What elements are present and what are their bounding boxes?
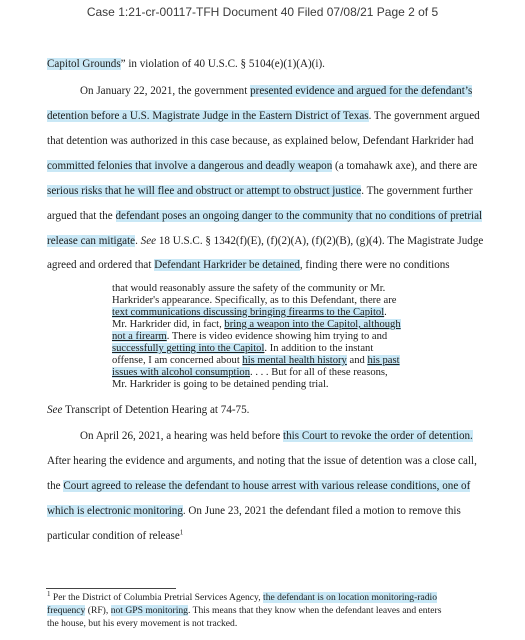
text-span: .	[384, 307, 387, 318]
italic-text: See	[140, 235, 157, 247]
text-span: .	[135, 235, 141, 247]
highlight: his past	[367, 355, 400, 366]
highlight: serious risks that he will flee and obstruct or attempt to obstruct justice	[47, 185, 362, 197]
highlight: his mental health history	[242, 355, 347, 366]
highlight: which is electronic monitoring	[47, 505, 183, 517]
footnote-divider	[46, 588, 176, 589]
footnote-marker: 1	[179, 528, 184, 537]
text-span: . . . . But for all of these reasons,	[250, 367, 388, 378]
highlight: issues with alcohol consumption	[112, 367, 251, 378]
text-span: offense, I am concerned about	[112, 355, 243, 366]
paragraph-1-line	[47, 57, 325, 72]
text-span: . On June 23, 2021 the defendant filed a motion to remove this	[182, 505, 461, 517]
quote-line-5	[112, 331, 387, 343]
quote-line-2: Harkrider's appearance. Specifically, as to this Defendant, there are	[112, 295, 397, 306]
text-span: . The government argued	[368, 110, 480, 122]
highlight: this Court to revoke the order of detention.	[283, 430, 473, 442]
highlight: successfully getting into the Capitol	[112, 343, 265, 354]
text-span: . In addition to the instant	[264, 343, 374, 354]
quote-line-4	[112, 319, 401, 331]
text-span: . There is video evidence showing him trying to and	[166, 331, 388, 342]
text-span: agreed and ordered that	[47, 259, 155, 271]
case-header: Case 1:21-cr-00117-TFH Document 40 Filed 07/08/21 Page 2 of 5	[86, 5, 439, 19]
quote-line-9: Mr. Harkrider is going to be detained pending trial.	[112, 379, 329, 390]
highlight: text communications discussing bringing firearms to the Capitol	[112, 307, 385, 318]
paragraph-3-line-1	[80, 429, 473, 444]
paragraph-2-line-2	[47, 109, 480, 124]
highlight: presented evidence and argued for the defendant’s	[250, 85, 473, 97]
highlight: Capitol Grounds	[47, 58, 121, 70]
paragraph-3-line-5	[47, 529, 183, 544]
highlight: Defendant Harkrider be detained	[154, 259, 300, 271]
highlight: not GPS monitoring	[110, 605, 188, 616]
italic-text: See	[47, 404, 63, 416]
text-span: particular condition of release	[47, 530, 180, 542]
highlight: not a firearm	[112, 331, 167, 342]
footnote-line-1	[47, 589, 438, 604]
text-span: . The government further	[361, 185, 473, 197]
paragraph-2-line-4	[47, 159, 477, 174]
quote-line-6	[112, 343, 373, 355]
text-span: argued that the	[47, 210, 116, 222]
see-transcript-line	[47, 403, 249, 418]
text-span: Per the District of Columbia Pretrial Services Agency,	[50, 592, 264, 603]
text-span: , finding there were no conditions	[299, 259, 450, 271]
text-span: and	[346, 355, 368, 366]
paragraph-3-line-2: After hearing the evidence and arguments, and noting that the issue of detention was a close call,	[47, 455, 477, 467]
paragraph-3-line-3	[47, 479, 470, 494]
highlight: frequency	[47, 605, 86, 616]
text-span: Mr. Harkrider did, in fact,	[112, 319, 225, 330]
text-span: the	[47, 480, 64, 492]
highlight: bring a weapon into the Capitol, although	[224, 319, 401, 330]
footnote-line-2	[47, 605, 441, 617]
paragraph-2-line-5	[47, 184, 473, 199]
paragraph-2-line-1	[80, 84, 472, 99]
text-span: (RF),	[85, 605, 111, 616]
footnote-line-3: the house, but his every movement is not tracked.	[47, 618, 238, 629]
highlight: the defendant is on location monitoring-radio	[263, 592, 438, 603]
highlight: defendant poses an ongoing danger to the community that no conditions of pretrial	[115, 210, 483, 222]
highlight: release can mitigate	[47, 235, 136, 247]
paragraph-3-line-4	[47, 504, 461, 519]
highlight: detention before a U.S. Magistrate Judge in the Eastern District of Texas	[47, 110, 369, 122]
text-span: (a tomahawk axe), and there are	[332, 160, 478, 172]
text-span: On April 26, 2021, a hearing was held before	[80, 430, 284, 442]
paragraph-2-line-6	[47, 209, 482, 224]
quote-line-1: that would reasonably assure the safety of the community or Mr.	[112, 283, 386, 294]
text-span: 18 U.S.C. § 1342(f)(E), (f)(2)(A), (f)(2)(B), (g)(4). The Magistrate Judge	[156, 235, 484, 247]
paragraph-2-line-3: that detention was authorized in this case because, as explained below, Defendant Harkrider had	[47, 135, 474, 147]
quote-line-3	[112, 307, 387, 319]
text-span: Transcript of Detention Hearing at 74-75.	[62, 404, 250, 416]
footnote-number: 1	[47, 589, 51, 598]
highlight: committed felonies that involve a dangerous and deadly weapon	[47, 160, 333, 172]
paragraph-2-line-7	[47, 234, 483, 249]
text-span: On January 22, 2021, the government	[80, 85, 251, 97]
text-span: ” in violation of 40 U.S.C. § 5104(e)(1)(A)(i).	[120, 58, 325, 70]
quote-line-8	[112, 367, 388, 379]
paragraph-2-line-8	[47, 258, 450, 273]
text-span: . This means that they know when the defendant leaves and enters	[187, 605, 442, 616]
quote-line-7	[112, 355, 400, 367]
highlight: Court agreed to release the defendant to house arrest with various release conditions, one of	[63, 480, 471, 492]
